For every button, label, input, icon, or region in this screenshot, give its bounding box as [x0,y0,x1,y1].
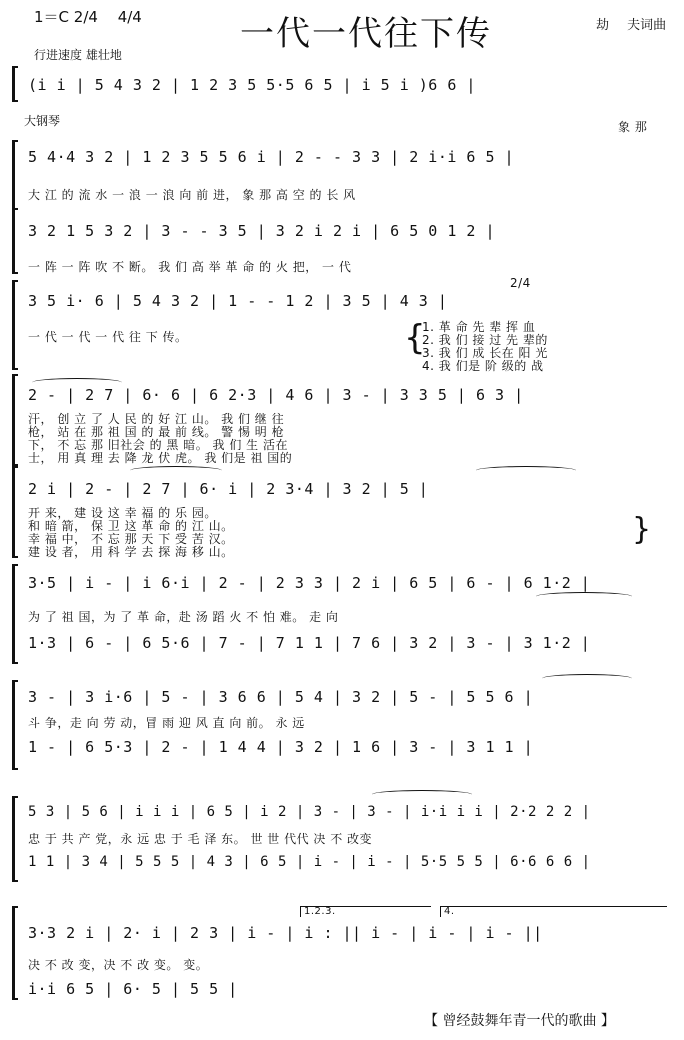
score-system-5 [12,374,666,466]
system-bracket [12,280,18,370]
melody-line: (i i | 5 4 3 2 | 1 2 3 5 5·5 6 5 | i 5 i )6 6 | [28,76,476,94]
harmony-line: i·i 6 5 | 6· 5 | 5 5 | [28,980,238,998]
verse-2: 和 暗 箭， 保 卫 这 革 命 的 江 山。 [28,519,234,533]
score-system-8 [12,680,666,770]
system-bracket [12,906,18,1000]
composer-credit: 劫 夫词曲 [596,18,667,33]
system-bracket [12,140,18,210]
score-system-1 [12,66,666,102]
verse-3: 3. 我 们 成 长在 阳 光 [422,346,548,360]
key-signature: 1＝C 2/4 4/4 [34,8,142,26]
volta-bracket-2 [440,906,667,917]
instrument-label: 大钢琴 [24,114,61,128]
melody-line: 2 - | 2 7 | 6· 6 | 6 2·3 | 4 6 | 3 - | 3 3 5 | 6 3 | [28,386,524,404]
system-bracket [12,374,18,466]
verse-4: 建 设 者， 用 科 学 去 探 海 移 山。 [28,545,234,559]
melody-line: 3 5 i· 6 | 5 4 3 2 | 1 - - 1 2 | 3 5 | 4 3 | [28,292,448,310]
lyric-line: 一 代 一 代 一 代 往 下 传。 [28,330,188,344]
song-title: 一代一代往下传 [240,14,492,54]
melody-line: 3 - | 3 i·6 | 5 - | 3 6 6 | 5 4 | 3 2 | 5 - | 5 5 6 | [28,688,534,706]
verse-3: 下， 不 忘 那 旧社会 的 黑 暗。 我 们 生 活在 [28,438,288,452]
tie-arc [130,466,222,475]
system-bracket [12,208,18,274]
score-system-2 [12,140,666,210]
lyric-line: 大 江 的 流 水 一 浪 一 浪 向 前 进， 象 那 高 空 的 长 风 [28,188,356,202]
score-system-3 [12,208,666,274]
melody-line: 2 i | 2 - | 2 7 | 6· i | 2 3·4 | 3 2 | 5 | [28,480,429,498]
lyric-line: 忠 于 共 产 党，永 远 忠 于 毛 泽 东。 世 世 代代 决 不 改变 [28,832,373,846]
system-bracket [12,466,18,558]
melody-line: 3·5 | i - | i 6·i | 2 - | 2 3 3 | 2 i | 6 5 | 6 - | 6 1·2 | [28,574,591,592]
verse-1: 1. 革 命 先 辈 挥 血 [422,320,536,334]
time-change: 2/4 [510,276,531,290]
score-system-6 [12,466,666,558]
system-bracket [12,796,18,882]
system-bracket [12,564,18,664]
tempo-marking: 行进速度 雄壮地 [34,48,122,62]
lyric-line: 一 阵 一 阵 吹 不 断。 我 们 高 举 革 命 的 火 把， 一 代 [28,260,352,274]
verse-brace: } [632,512,652,547]
melody-line: 3·3 2 i | 2· i | 2 3 | i - | i : || i - | i - | i - || [28,924,543,942]
score-system-7 [12,564,666,664]
verse-4: 4. 我 们是 阶 级的 战 [422,359,544,373]
tie-arc [372,790,472,799]
footer-caption: 【 曾经鼓舞年青一代的歌曲 】 [424,1013,615,1029]
verse-2: 枪， 站 在 那 祖 国 的 最 前 线。 警 惕 明 枪 [28,425,285,439]
score-system-4 [12,276,666,373]
melody-line: 5 4·4 3 2 | 1 2 3 5 5 6 i | 2 - - 3 3 | 2 i·i 6 5 | [28,148,515,166]
melody-line: 5 3 | 5 6 | i i i | 6 5 | i 2 | 3 - | 3 - | i·i i i | 2·2 2 2 | [28,804,591,820]
harmony-line: 1 1 | 3 4 | 5 5 5 | 4 3 | 6 5 | i - | i - | 5·5 5 5 | 6·6 6 6 | [28,854,591,870]
score-system-9 [12,796,666,882]
verse-brace: { [404,318,426,358]
lyric-line: 决 不 改 变，决 不 改 变。 变。 [28,958,209,972]
verse-2: 2. 我 们 接 过 先 辈的 [422,333,548,347]
volta-label-1: 1.2.3. [304,906,336,917]
lyric-line: 斗 争，走 向 劳 动，冒 雨 迎 风 直 向 前。 永 远 [28,716,305,730]
system-bracket [12,66,18,102]
verse-3: 幸 福 中， 不 忘 那 天 下 受 苦 汉。 [28,532,234,546]
verse-1: 汗， 创 立 了 人 民 的 好 江 山。 我 们 继 往 [28,412,285,426]
verse-4: 士， 用 真 理 去 降 龙 伏 虎。 我 们是 祖 国的 [28,451,293,465]
melody-line: 3 2 1 5 3 2 | 3 - - 3 5 | 3 2 i 2 i | 6 5 0 1 2 | [28,222,496,240]
tie-arc [542,674,632,683]
score-system-10 [12,906,666,1000]
system-bracket [12,680,18,770]
lyric-line: 象 那 [618,120,648,134]
harmony-line: 1 - | 6 5·3 | 2 - | 1 4 4 | 3 2 | 1 6 | 3 - | 3 1 1 | [28,738,534,756]
volta-label-2: 4. [444,906,455,917]
lyric-line: 为 了 祖 国，为 了 革 命，赴 汤 蹈 火 不 怕 难。 走 向 [28,610,339,624]
verse-1: 开 来， 建 设 这 幸 福 的 乐 园。 [28,506,217,520]
slur-arc [476,466,576,475]
tie-arc [536,592,632,601]
harmony-line: 1·3 | 6 - | 6 5·6 | 7 - | 7 1 1 | 7 6 | 3 2 | 3 - | 3 1·2 | [28,634,591,652]
